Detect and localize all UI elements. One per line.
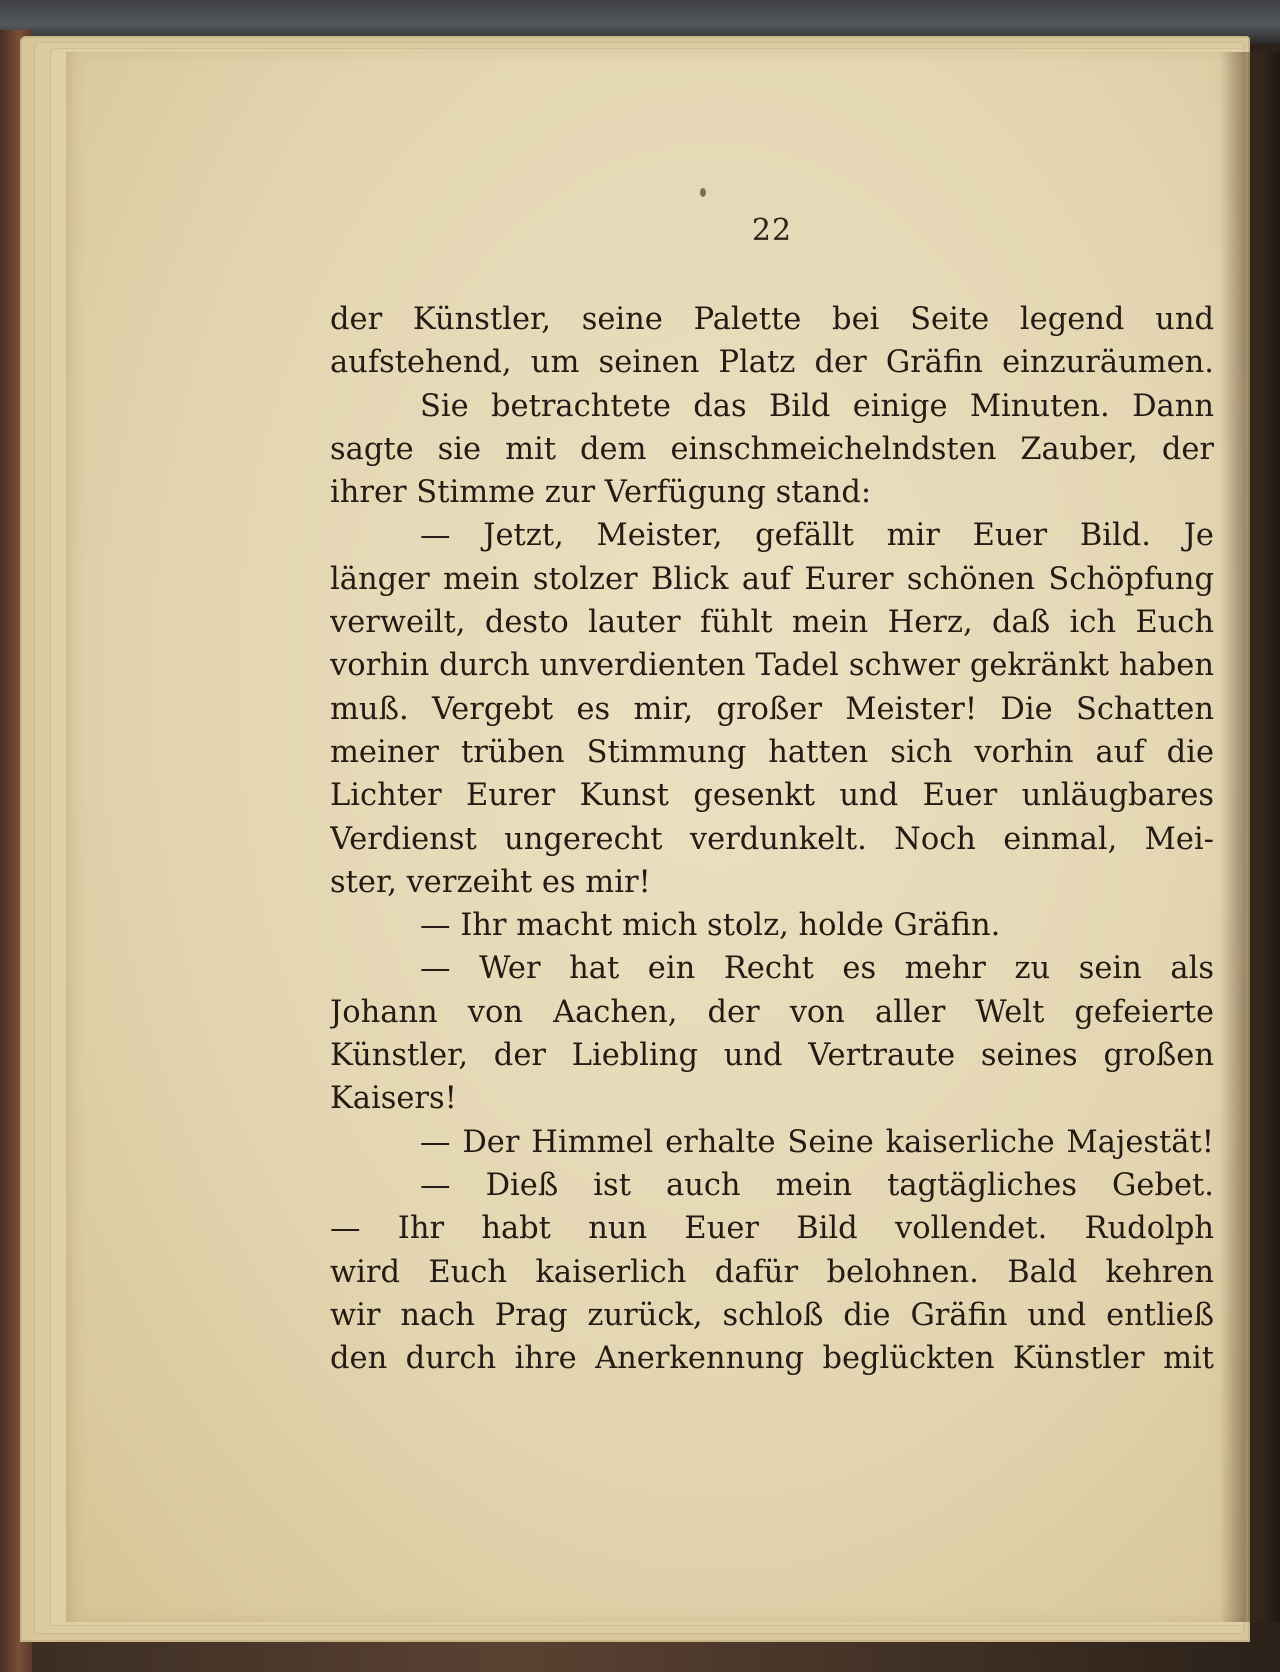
text-line: den durch ihre Anerkennung beglückten Künstler mit	[330, 1341, 1214, 1377]
text-line: ster, verzeiht es mir!	[330, 864, 651, 900]
text-line: Kaisers!	[330, 1081, 457, 1117]
text-line: — Jetzt, Meister, gefällt mir Euer Bild. Je	[420, 518, 1214, 554]
text-line: — Der Himmel erhalte Seine kaiserliche Majestät!	[420, 1124, 1214, 1160]
text-line: — Wer hat ein Recht es mehr zu sein als	[420, 951, 1214, 987]
text-line: — Ihr macht mich stolz, holde Gräfin.	[420, 908, 1001, 944]
text-line: vorhin durch unverdienten Tadel schwer gekränkt haben	[330, 648, 1214, 684]
text-line: sagte sie mit dem einschmeichelndsten Zauber, der	[330, 431, 1214, 467]
text-line: aufstehend, um seinen Platz der Gräfin einzuräumen.	[330, 345, 1214, 381]
text-line: Verdienst ungerecht verdunkelt. Noch einmal, Mei-	[330, 821, 1214, 857]
text-line: — Dieß ist auch mein tagtägliches Gebet.	[420, 1167, 1214, 1203]
text-line: meiner trüben Stimmung hatten sich vorhin auf die	[330, 734, 1214, 770]
text-line: — Ihr habt nun Euer Bild vollendet. Rudolph	[330, 1211, 1214, 1247]
page-number: 22	[751, 213, 793, 248]
text-line: länger mein stolzer Blick auf Eurer schönen Schöpfung	[330, 561, 1214, 597]
text-line: verweilt, desto lauter fühlt mein Herz, daß ich Euch	[330, 605, 1214, 641]
text-line: Sie betrachtete das Bild einige Minuten. Dann	[420, 388, 1214, 424]
text-line: der Künstler, seine Palette bei Seite legend und	[330, 302, 1214, 337]
text-line: wird Euch kaiserlich dafür belohnen. Bald kehren	[330, 1254, 1214, 1290]
text-line: wir nach Prag zurück, schloß die Gräfin und entließ	[330, 1297, 1214, 1333]
text-line: ihrer Stimme zur Verfügung stand:	[330, 475, 872, 511]
body-text	[330, 298, 1214, 1380]
text-line: Künstler, der Liebling und Vertraute seines großen	[330, 1038, 1214, 1074]
text-line: Lichter Eurer Kunst gesenkt und Euer unläugbares	[330, 778, 1214, 814]
text-line: Johann von Aachen, der von aller Welt gefeierte	[330, 994, 1214, 1030]
paper-speck	[700, 188, 706, 197]
text-line: muß. Vergebt es mir, großer Meister! Die Schatten	[330, 691, 1214, 727]
book-gutter	[1220, 52, 1280, 1622]
